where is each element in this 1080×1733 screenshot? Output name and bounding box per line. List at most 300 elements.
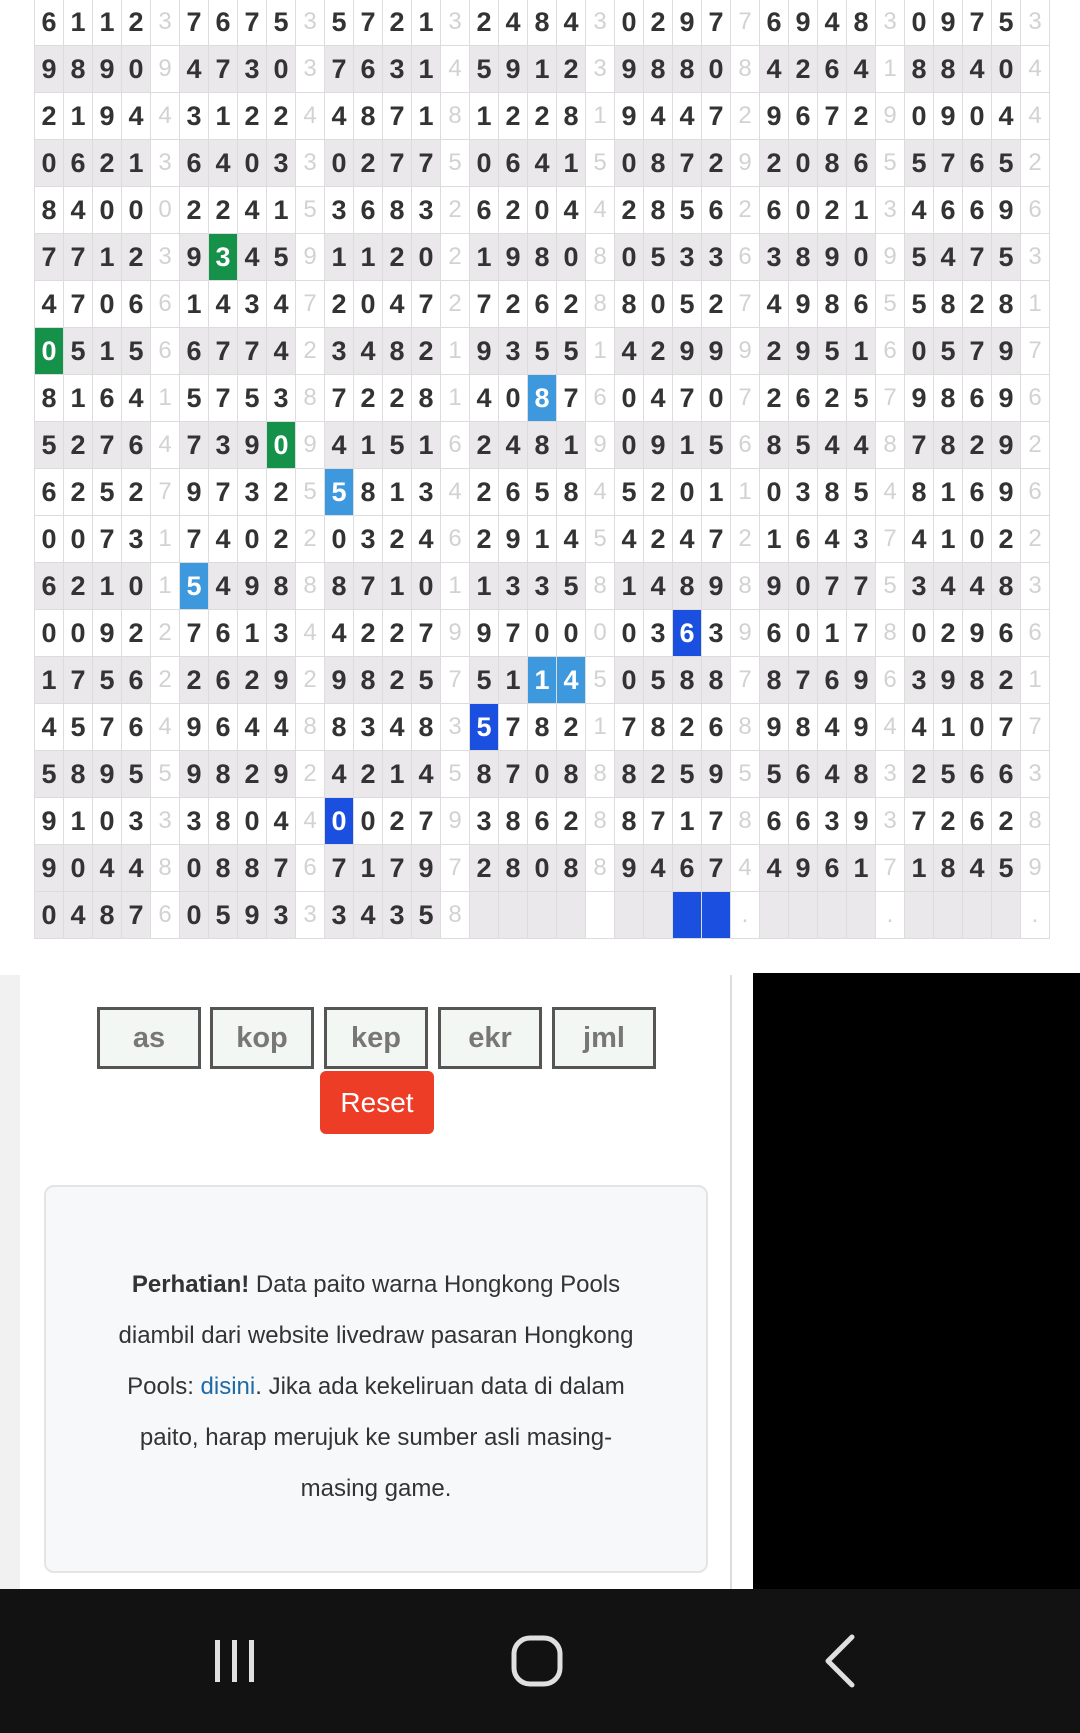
paito-digit[interactable]: 5 [122,751,151,798]
paito-digit[interactable]: 7 [673,375,702,422]
paito-digit[interactable]: 4 [64,187,93,234]
paito-digit[interactable]: 9 [35,46,64,93]
paito-digit[interactable]: 0 [35,140,64,187]
paito-digit[interactable]: 8 [673,563,702,610]
paito-digit[interactable]: 8 [470,751,499,798]
paito-digit[interactable]: 4 [557,0,586,46]
paito-digit[interactable]: 3 [209,422,238,469]
paito-digit[interactable]: 5 [615,469,644,516]
recent-apps-icon[interactable] [175,1589,295,1733]
paito-digit[interactable]: 4 [267,704,296,751]
paito-digit[interactable]: 8 [209,798,238,845]
paito-digit[interactable]: 9 [992,328,1021,375]
paito-digit[interactable] [789,892,818,939]
paito-digit[interactable]: 2 [934,610,963,657]
paito-digit[interactable]: 3 [122,798,151,845]
paito-digit[interactable]: 4 [818,422,847,469]
paito-digit[interactable]: 4 [35,704,64,751]
paito-digit[interactable]: 5 [789,422,818,469]
paito-digit[interactable]: 4 [325,610,354,657]
paito-digit[interactable]: 2 [818,375,847,422]
paito-digit[interactable]: 2 [470,469,499,516]
paito-digit[interactable]: 0 [789,187,818,234]
paito-digit[interactable]: 6 [499,140,528,187]
paito-digit[interactable]: 0 [847,234,876,281]
paito-digit[interactable]: 0 [673,469,702,516]
paito-digit[interactable]: 4 [963,563,992,610]
paito-digit[interactable]: 2 [354,751,383,798]
paito-digit[interactable]: 6 [818,657,847,704]
paito-digit[interactable]: 7 [354,0,383,46]
paito-digit[interactable]: 2 [470,422,499,469]
paito-digit[interactable]: 7 [499,751,528,798]
paito-digit[interactable]: 4 [934,234,963,281]
paito-digit[interactable]: 1 [122,140,151,187]
paito-digit[interactable]: 4 [644,845,673,892]
paito-digit[interactable]: 4 [760,281,789,328]
paito-digit[interactable]: 7 [238,0,267,46]
paito-digit[interactable]: 1 [412,422,441,469]
paito-digit[interactable] [963,892,992,939]
paito-digit[interactable]: 4 [673,93,702,140]
paito-digit[interactable]: 7 [818,563,847,610]
paito-digit[interactable]: 8 [64,46,93,93]
paito-digit[interactable]: 0 [789,610,818,657]
paito-digit[interactable]: 8 [499,845,528,892]
paito-digit[interactable]: 1 [934,469,963,516]
paito-digit[interactable]: 4 [122,845,151,892]
paito-digit[interactable]: 4 [354,328,383,375]
paito-digit[interactable]: 9 [905,375,934,422]
paito-digit[interactable]: 5 [644,657,673,704]
filter-as-button[interactable]: as [97,1007,201,1069]
paito-digit[interactable]: 8 [992,563,1021,610]
paito-digit[interactable]: 0 [354,281,383,328]
paito-digit[interactable]: 7 [557,375,586,422]
paito-digit[interactable]: 4 [818,704,847,751]
paito-digit[interactable]: 7 [789,657,818,704]
paito-digit[interactable]: 2 [499,281,528,328]
paito-digit[interactable]: 9 [180,704,209,751]
paito-digit[interactable]: 4 [934,563,963,610]
paito-digit[interactable]: 8 [354,93,383,140]
paito-digit[interactable]: 5 [905,281,934,328]
paito-digit[interactable]: 8 [499,798,528,845]
paito-digit[interactable]: 4 [267,281,296,328]
paito-digit[interactable]: 7 [499,704,528,751]
paito-digit[interactable]: 4 [412,751,441,798]
paito-digit[interactable]: 7 [325,375,354,422]
paito-digit[interactable]: 0 [64,516,93,563]
paito-digit[interactable]: 1 [499,657,528,704]
filter-jml-button[interactable]: jml [552,1007,656,1069]
paito-digit[interactable]: 0 [35,516,64,563]
paito-digit[interactable]: 7 [905,422,934,469]
paito-digit[interactable]: 6 [122,657,151,704]
paito-digit[interactable]: 2 [963,422,992,469]
paito-digit[interactable]: 1 [528,516,557,563]
paito-digit[interactable]: 3 [702,234,731,281]
paito-digit[interactable]: 7 [702,845,731,892]
paito-digit[interactable]: 4 [818,751,847,798]
paito-digit[interactable]: 0 [267,422,296,469]
paito-digit[interactable]: 4 [847,46,876,93]
paito-digit[interactable]: 3 [325,892,354,939]
home-icon[interactable] [477,1589,597,1733]
paito-digit[interactable]: 4 [325,751,354,798]
paito-digit[interactable]: 5 [702,422,731,469]
paito-digit[interactable]: 7 [963,0,992,46]
paito-digit[interactable]: 9 [499,234,528,281]
paito-digit[interactable]: 0 [325,798,354,845]
paito-digit[interactable]: 0 [615,657,644,704]
paito-digit[interactable]: 3 [267,610,296,657]
paito-digit[interactable]: 2 [383,234,412,281]
paito-digit[interactable]: 5 [673,187,702,234]
paito-digit[interactable] [528,892,557,939]
paito-digit[interactable]: 6 [760,187,789,234]
paito-digit[interactable]: 6 [180,328,209,375]
paito-digit[interactable]: 3 [702,610,731,657]
paito-digit[interactable]: 5 [383,422,412,469]
paito-digit[interactable]: 4 [209,281,238,328]
paito-digit[interactable]: 6 [789,751,818,798]
paito-digit[interactable]: 0 [528,845,557,892]
paito-digit[interactable]: 7 [963,234,992,281]
paito-digit[interactable]: 7 [992,704,1021,751]
paito-digit[interactable]: 5 [35,751,64,798]
paito-digit[interactable]: 0 [644,281,673,328]
paito-digit[interactable]: 1 [383,563,412,610]
paito-digit[interactable]: 8 [644,140,673,187]
paito-digit[interactable]: 7 [209,469,238,516]
paito-digit[interactable]: 0 [963,93,992,140]
paito-digit[interactable]: 0 [963,704,992,751]
paito-digit[interactable]: 0 [180,892,209,939]
paito-digit[interactable]: 0 [789,563,818,610]
paito-digit[interactable]: 7 [847,610,876,657]
paito-digit[interactable]: 8 [905,469,934,516]
paito-digit[interactable]: 3 [905,563,934,610]
paito-digit[interactable]: 5 [644,234,673,281]
paito-digit[interactable]: 7 [934,140,963,187]
paito-digit[interactable]: 6 [789,516,818,563]
paito-digit[interactable]: 2 [847,93,876,140]
paito-digit[interactable]: 7 [35,234,64,281]
paito-digit[interactable]: 6 [702,187,731,234]
paito-digit[interactable]: 3 [818,798,847,845]
paito-digit[interactable]: 8 [557,93,586,140]
paito-digit[interactable]: 7 [238,328,267,375]
paito-digit[interactable]: 2 [354,375,383,422]
paito-digit[interactable]: 2 [992,516,1021,563]
paito-digit[interactable]: 0 [528,610,557,657]
back-icon[interactable] [780,1589,900,1733]
paito-digit[interactable]: 5 [267,234,296,281]
paito-digit[interactable]: 1 [209,93,238,140]
paito-digit[interactable]: 3 [499,563,528,610]
paito-digit[interactable]: 4 [35,281,64,328]
paito-digit[interactable] [934,892,963,939]
paito-digit[interactable]: 2 [470,0,499,46]
paito-digit[interactable]: 3 [412,187,441,234]
paito-digit[interactable]: 9 [35,845,64,892]
paito-digit[interactable] [905,892,934,939]
paito-digit[interactable]: 7 [122,892,151,939]
paito-digit[interactable]: 9 [934,657,963,704]
paito-digit[interactable]: 2 [180,187,209,234]
paito-digit[interactable]: 2 [267,93,296,140]
paito-digit[interactable]: 2 [209,187,238,234]
paito-digit[interactable]: 2 [934,798,963,845]
paito-digit[interactable]: 4 [905,187,934,234]
paito-digit[interactable]: 1 [847,328,876,375]
paito-digit[interactable]: 2 [354,140,383,187]
paito-digit[interactable]: 4 [180,46,209,93]
paito-digit[interactable]: 7 [325,46,354,93]
paito-digit[interactable]: 5 [180,375,209,422]
paito-digit[interactable]: 6 [760,0,789,46]
paito-digit[interactable]: 6 [209,704,238,751]
paito-digit[interactable]: 1 [383,469,412,516]
paito-digit[interactable]: 8 [64,751,93,798]
paito-digit[interactable]: 2 [644,328,673,375]
paito-digit[interactable]: 2 [644,0,673,46]
paito-digit[interactable]: 3 [760,234,789,281]
paito-digit[interactable]: 7 [383,93,412,140]
paito-digit[interactable]: 9 [789,0,818,46]
paito-digit[interactable]: 9 [760,93,789,140]
paito-digit[interactable]: 5 [528,469,557,516]
paito-digit[interactable]: 7 [93,422,122,469]
paito-digit[interactable]: 0 [325,516,354,563]
paito-digit[interactable]: 4 [122,375,151,422]
paito-digit[interactable]: 4 [992,93,1021,140]
paito-digit[interactable]: 7 [412,798,441,845]
paito-digit[interactable]: 4 [412,516,441,563]
paito-digit[interactable]: 2 [557,704,586,751]
paito-digit[interactable]: 2 [267,469,296,516]
filter-ekr-button[interactable]: ekr [438,1007,542,1069]
paito-digit[interactable] [992,892,1021,939]
paito-digit[interactable]: 8 [557,845,586,892]
paito-digit[interactable]: 1 [354,422,383,469]
paito-digit[interactable]: 8 [209,751,238,798]
paito-digit[interactable]: 0 [963,516,992,563]
paito-digit[interactable]: 9 [963,610,992,657]
paito-digit[interactable]: 1 [934,704,963,751]
paito-digit[interactable]: 6 [528,281,557,328]
paito-digit[interactable]: 8 [615,798,644,845]
paito-digit[interactable]: 6 [963,798,992,845]
paito-digit[interactable]: 9 [847,657,876,704]
paito-digit[interactable]: 6 [35,469,64,516]
paito-digit[interactable]: 0 [615,140,644,187]
paito-digit[interactable]: 9 [934,93,963,140]
paito-digit[interactable]: 6 [673,845,702,892]
paito-digit[interactable]: 4 [499,422,528,469]
paito-digit[interactable]: 3 [180,93,209,140]
paito-digit[interactable]: 5 [412,657,441,704]
paito-digit[interactable]: 4 [64,892,93,939]
paito-digit[interactable]: 2 [354,610,383,657]
paito-digit[interactable]: 0 [122,46,151,93]
paito-digit[interactable]: 3 [499,328,528,375]
paito-digit[interactable]: 5 [673,751,702,798]
paito-digit[interactable]: 2 [760,140,789,187]
paito-digit[interactable]: 2 [267,516,296,563]
paito-digit[interactable]: 7 [644,798,673,845]
paito-digit[interactable]: 7 [702,516,731,563]
paito-digit[interactable]: 9 [412,845,441,892]
paito-digit[interactable]: 5 [992,0,1021,46]
paito-digit[interactable]: 9 [93,93,122,140]
paito-digit[interactable] [557,892,586,939]
paito-digit[interactable]: 4 [673,516,702,563]
paito-digit[interactable]: 6 [963,187,992,234]
paito-digit[interactable]: 8 [789,234,818,281]
paito-digit[interactable]: 6 [35,0,64,46]
paito-digit[interactable]: 0 [64,610,93,657]
paito-digit[interactable]: 9 [644,422,673,469]
paito-digit[interactable]: 6 [992,610,1021,657]
paito-digit[interactable]: 7 [847,563,876,610]
paito-digit[interactable]: 5 [673,281,702,328]
paito-digit[interactable]: 4 [644,93,673,140]
paito-digit[interactable]: 4 [238,234,267,281]
paito-digit[interactable]: 6 [963,751,992,798]
paito-digit[interactable]: 0 [180,845,209,892]
paito-digit[interactable]: 7 [93,516,122,563]
paito-digit[interactable]: 5 [992,234,1021,281]
paito-digit[interactable]: 4 [325,422,354,469]
paito-digit[interactable]: 5 [64,704,93,751]
paito-digit[interactable]: 7 [93,704,122,751]
paito-digit[interactable]: 0 [122,187,151,234]
paito-digit[interactable]: 7 [354,563,383,610]
paito-digit[interactable]: 2 [238,657,267,704]
paito-digit[interactable]: 8 [615,281,644,328]
paito-digit[interactable]: 9 [267,751,296,798]
paito-digit[interactable]: 5 [847,469,876,516]
paito-digit[interactable]: 6 [963,375,992,422]
paito-digit[interactable]: 4 [267,328,296,375]
paito-digit[interactable] [702,892,731,939]
paito-digit[interactable]: 9 [789,281,818,328]
paito-digit[interactable]: 8 [818,469,847,516]
paito-digit[interactable]: 6 [354,46,383,93]
paito-digit[interactable]: 4 [499,0,528,46]
paito-digit[interactable]: 5 [93,469,122,516]
paito-digit[interactable]: 4 [760,46,789,93]
paito-digit[interactable]: 8 [847,0,876,46]
paito-digit[interactable]: 8 [383,187,412,234]
paito-digit[interactable]: 1 [180,281,209,328]
paito-digit[interactable]: 9 [267,657,296,704]
paito-digit[interactable]: 9 [93,610,122,657]
paito-digit[interactable]: 9 [615,845,644,892]
paito-digit[interactable] [847,892,876,939]
paito-digit[interactable]: 7 [702,93,731,140]
paito-digit[interactable]: 1 [615,563,644,610]
paito-digit[interactable]: 2 [702,281,731,328]
paito-digit[interactable]: 0 [528,751,557,798]
paito-digit[interactable]: 1 [64,798,93,845]
paito-digit[interactable]: 8 [93,892,122,939]
paito-digit[interactable]: 9 [789,328,818,375]
paito-digit[interactable]: 3 [267,140,296,187]
paito-digit[interactable]: 1 [528,46,557,93]
paito-digit[interactable]: 4 [963,46,992,93]
paito-digit[interactable]: 4 [557,657,586,704]
paito-digit[interactable]: 7 [702,798,731,845]
paito-digit[interactable]: 7 [963,328,992,375]
paito-digit[interactable]: 1 [412,93,441,140]
paito-digit[interactable]: 7 [673,140,702,187]
paito-digit[interactable]: 6 [35,563,64,610]
paito-digit[interactable]: 5 [180,563,209,610]
paito-digit[interactable]: 7 [383,845,412,892]
paito-digit[interactable]: 1 [702,469,731,516]
paito-digit[interactable]: 2 [963,281,992,328]
paito-digit[interactable]: 3 [354,704,383,751]
paito-digit[interactable]: 1 [760,516,789,563]
paito-digit[interactable]: 0 [412,563,441,610]
paito-digit[interactable]: 9 [35,798,64,845]
paito-digit[interactable]: 7 [180,0,209,46]
paito-digit[interactable]: 4 [557,516,586,563]
paito-digit[interactable]: 8 [847,751,876,798]
paito-digit[interactable]: 9 [847,704,876,751]
paito-digit[interactable]: 9 [238,422,267,469]
paito-digit[interactable]: 9 [992,422,1021,469]
paito-digit[interactable]: 3 [383,46,412,93]
paito-digit[interactable]: 2 [789,46,818,93]
paito-digit[interactable]: 4 [963,845,992,892]
paito-digit[interactable]: 1 [934,516,963,563]
paito-digit[interactable]: 2 [557,46,586,93]
paito-digit[interactable]: 5 [325,0,354,46]
paito-digit[interactable]: 1 [673,798,702,845]
paito-digit[interactable]: 0 [238,516,267,563]
paito-digit[interactable]: 8 [528,422,557,469]
paito-digit[interactable]: 4 [122,93,151,140]
paito-digit[interactable]: 8 [760,422,789,469]
filter-kep-button[interactable]: kep [324,1007,428,1069]
paito-digit[interactable]: 2 [615,187,644,234]
paito-digit[interactable]: 9 [847,798,876,845]
paito-digit[interactable]: 3 [847,516,876,563]
paito-digit[interactable]: 6 [122,422,151,469]
paito-digit[interactable]: 8 [934,375,963,422]
paito-digit[interactable]: 1 [847,845,876,892]
paito-digit[interactable]: 8 [992,281,1021,328]
paito-digit[interactable]: 5 [93,657,122,704]
paito-digit[interactable]: 0 [35,328,64,375]
paito-digit[interactable]: 7 [209,328,238,375]
paito-digit[interactable]: 2 [122,469,151,516]
paito-digit[interactable]: 8 [615,751,644,798]
paito-digit[interactable]: 2 [93,140,122,187]
paito-digit[interactable]: 4 [905,704,934,751]
paito-digit[interactable]: 0 [122,563,151,610]
paito-digit[interactable]: 7 [470,281,499,328]
paito-digit[interactable]: 6 [209,657,238,704]
paito-digit[interactable]: 5 [470,657,499,704]
paito-digit[interactable]: 0 [93,281,122,328]
paito-digit[interactable]: 7 [905,798,934,845]
paito-digit[interactable]: 6 [963,140,992,187]
